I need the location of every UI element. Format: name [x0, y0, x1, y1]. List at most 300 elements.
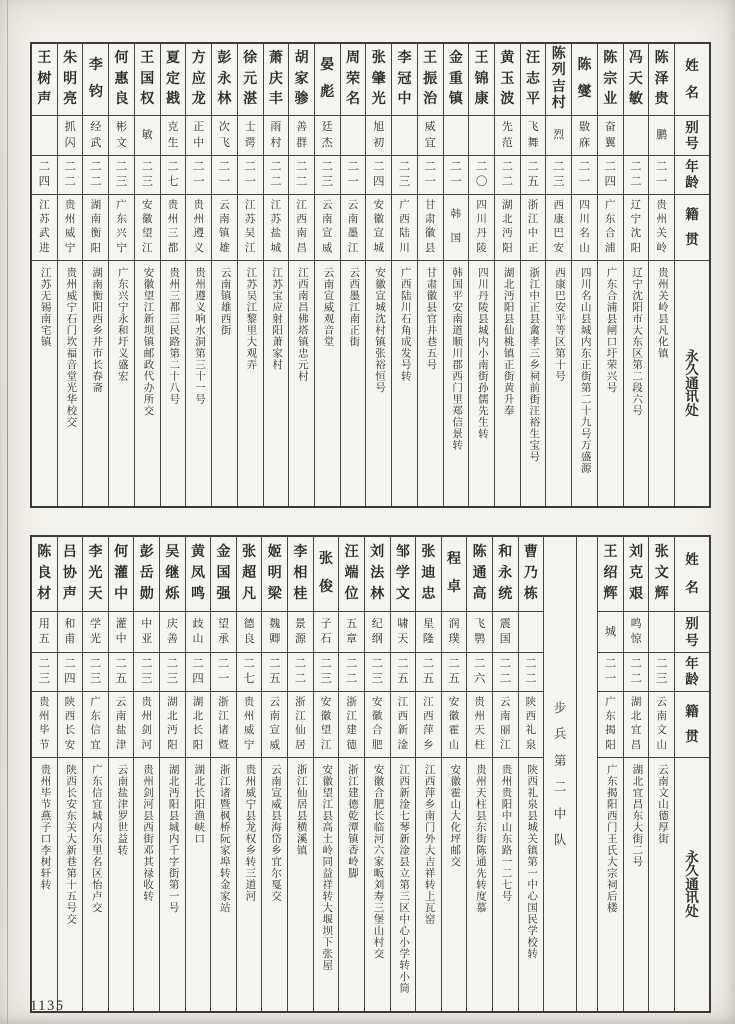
native-place-cell: [546, 195, 571, 261]
alias-cell-text: 景 源: [294, 617, 306, 646]
name-cell: [418, 44, 443, 116]
alias-cell: [418, 116, 443, 156]
native-place-cell: [262, 692, 287, 758]
roster-column: [466, 537, 492, 1011]
address-cell-text: 西康巴安平等区第十号: [554, 267, 566, 382]
address-cell-text: 江苏吴江黎里大观弄: [245, 267, 257, 371]
roster-column: [648, 44, 674, 506]
native-place-cell-text: 贵 州 威 宁: [243, 696, 255, 751]
native-place-cell-text: 江 苏 盐 城: [270, 199, 282, 254]
address-cell: [598, 758, 623, 1011]
roster-table-bottom: [30, 535, 711, 1013]
address-cell: [186, 758, 211, 1011]
name-cell-text: 冯 天 敏: [628, 51, 643, 107]
alias-cell-text: [444, 116, 469, 155]
alias-cell: [161, 116, 186, 156]
header-column: [674, 44, 709, 506]
age-cell-text: 二 二: [90, 160, 102, 188]
age-cell: [264, 156, 289, 195]
native-place-cell: [264, 195, 289, 261]
native-place-cell: [392, 195, 417, 261]
name-cell-text: 陈 燮: [577, 58, 592, 100]
age-cell-text: 二 一: [217, 657, 230, 685]
roster-column: [287, 537, 313, 1011]
native-place-cell-text: 江 西 萍 乡: [423, 696, 434, 751]
native-place-cell-text: 云 南 盐 津: [115, 696, 127, 751]
header-native-place-cell-text: 籍 贯: [685, 704, 699, 745]
roster-column: [391, 44, 417, 506]
address-cell-text: 贵州贵阳中山东路一二七号: [500, 764, 512, 902]
age-cell-text: 二 三: [398, 160, 411, 188]
native-place-cell-text: 江 苏 武 进: [39, 199, 50, 254]
name-cell: [572, 44, 597, 116]
age-cell: [493, 653, 518, 692]
name-cell-text: 王 绍 辉: [603, 545, 618, 602]
address-cell-text: 韩国平安南道顺川郡西门里郑信景转: [451, 267, 463, 451]
alias-cell-text: 纪 纲: [371, 617, 383, 646]
address-cell-text: 云南宣威县海岱乡宜尔戛交: [270, 764, 282, 902]
native-place-cell-text: 广 东 揭 阳: [605, 696, 616, 751]
address-cell: [288, 758, 313, 1011]
age-cell-text: 二 三: [553, 160, 565, 188]
age-cell: [546, 156, 571, 195]
age-cell-text: 二 三: [38, 657, 51, 685]
age-cell-text: 二 一: [450, 160, 462, 188]
roster-column: [518, 537, 544, 1011]
name-cell-text: 王 国 权: [140, 51, 155, 107]
native-place-cell-text: 云 南 宣 威: [322, 199, 333, 254]
header-alias-cell: [675, 116, 709, 156]
native-place-cell: [493, 692, 518, 758]
age-cell: [341, 156, 366, 195]
native-place-cell-text: 江 苏 吴 江: [244, 199, 256, 254]
age-cell-text: 二 二: [630, 160, 642, 188]
alias-cell: [598, 116, 623, 156]
roster-column: [571, 44, 597, 506]
address-cell-text: 湖北沔阳县仙桃镇正街黄升奉: [502, 267, 514, 417]
header-alias-cell-text: 别 号: [685, 616, 699, 648]
name-cell-text: 陈 通 高: [472, 545, 487, 602]
name-cell-text: 汪 志 平: [526, 51, 541, 107]
alias-cell-text: 中 亚: [141, 617, 153, 646]
alias-cell-text: 彬 文: [116, 121, 128, 149]
alias-cell: [649, 116, 674, 156]
name-cell: [32, 537, 57, 612]
name-cell-text: 陈 宗 业: [603, 51, 618, 107]
alias-cell-text: 克 生: [167, 121, 179, 149]
native-place-cell: [572, 195, 597, 261]
native-place-cell: [32, 692, 57, 758]
address-cell-text: 辽宁沈阳市大东区第二段六号: [631, 267, 643, 417]
address-cell-text: 江苏无锡南宅镇: [39, 267, 51, 348]
age-cell: [495, 156, 520, 195]
age-cell-text: 二 五: [422, 657, 435, 685]
address-cell-text: 湖北宜昌东大街二号: [631, 764, 643, 868]
address-cell-text: 安徽望江县高土岭同益祥转大堰坝下张屋: [321, 764, 333, 971]
page-number: 1135: [30, 998, 65, 1014]
alias-cell-text: 威 宜: [424, 121, 436, 149]
age-cell: [339, 653, 364, 692]
native-place-cell: [58, 195, 83, 261]
alias-cell: [624, 116, 649, 156]
age-cell-text: 二 三: [140, 657, 153, 685]
native-place-cell-text: 广 东 合 浦: [604, 199, 616, 254]
native-place-cell: [469, 195, 494, 261]
alias-cell: [109, 612, 134, 653]
address-cell: [521, 261, 546, 506]
address-cell-text: 贵州威宁石门坎福音堂光华校交: [65, 267, 77, 428]
age-cell: [289, 156, 314, 195]
age-cell: [238, 156, 263, 195]
name-cell: [467, 537, 492, 612]
age-cell: [391, 653, 416, 692]
alias-cell: [135, 116, 160, 156]
roster-column: [492, 537, 518, 1011]
native-place-cell-text: 安 徽 望 江: [142, 199, 153, 254]
name-cell: [339, 537, 364, 612]
roster-column: [441, 537, 467, 1011]
name-cell: [649, 537, 674, 612]
address-cell: [211, 758, 236, 1011]
native-place-cell-text: 贵 州 遵 义: [193, 199, 204, 254]
alias-cell: [212, 116, 237, 156]
age-cell: [392, 156, 417, 195]
native-place-cell: [624, 195, 649, 261]
name-cell-text: 陈 列 吉 村: [551, 47, 566, 111]
header-address-cell-text: 永 久 通 讯 处: [685, 348, 699, 418]
name-cell: [109, 44, 134, 116]
age-cell: [649, 156, 674, 195]
address-cell-text: 广东兴宁永和圩义盛宏: [116, 267, 128, 382]
alias-cell-text: 先 范: [501, 121, 513, 149]
alias-cell-text: [341, 116, 366, 155]
alias-cell: [186, 116, 211, 156]
address-cell: [519, 758, 544, 1011]
age-cell: [237, 653, 262, 692]
native-place-cell-text: 云 南 丽 江: [500, 696, 511, 751]
alias-cell: [341, 116, 366, 156]
native-place-cell-text: 云 南 文 山: [656, 696, 667, 751]
name-cell: [624, 537, 649, 612]
alias-cell-text: 望 承: [218, 617, 230, 646]
header-name-cell-text: 姓 名: [685, 58, 699, 101]
roster-column: [364, 537, 390, 1011]
alias-cell: [83, 612, 108, 653]
address-cell-text: 陕西礼泉县城关镇第一中心国民学校转: [526, 764, 538, 960]
native-place-cell-text: 陕 西 礼 泉: [525, 696, 537, 751]
alias-cell-text: 善 群: [296, 121, 308, 149]
name-cell: [341, 44, 366, 116]
alias-cell-text: 和 甫: [64, 617, 76, 646]
roster-column: [82, 44, 108, 506]
native-place-cell-text: 安 徽 霍 山: [448, 696, 460, 751]
address-cell-text: 云南镇雄西街: [219, 267, 231, 336]
address-cell: [109, 261, 134, 506]
roster-tables-container: [30, 42, 711, 1013]
native-place-cell: [521, 195, 546, 261]
name-cell-text: 曹 乃 栋: [523, 545, 538, 602]
native-place-cell-text: 陕 西 长 安: [64, 696, 76, 751]
address-cell: [546, 261, 571, 506]
header-address-cell: [675, 261, 709, 506]
age-cell-text: 二 五: [269, 657, 281, 685]
native-place-cell: [341, 195, 366, 261]
name-cell: [315, 44, 340, 116]
age-cell: [161, 156, 186, 195]
name-cell: [624, 44, 649, 116]
address-cell: [237, 758, 262, 1011]
age-cell-text: 二 四: [192, 657, 204, 685]
name-cell: [366, 44, 391, 116]
address-cell-text: 湖北长阳渔峡口: [193, 764, 205, 845]
alias-cell-text: 士 谔: [244, 121, 256, 149]
name-cell: [521, 44, 546, 116]
header-name-cell-text: 姓 名: [685, 552, 699, 596]
native-place-cell: [442, 692, 467, 758]
age-cell: [442, 653, 467, 692]
address-cell: [341, 261, 366, 506]
address-cell-text: 贵州遵义响水洞第三十一号: [193, 267, 205, 405]
age-cell-text: 二 二: [630, 657, 642, 685]
address-cell-text: 浙江建德乾潭镇香岭脚: [346, 764, 358, 879]
age-cell: [418, 156, 443, 195]
age-cell: [186, 156, 211, 195]
native-place-cell: [288, 692, 313, 758]
address-cell-text: 安徽霍山大化坪邮交: [449, 764, 461, 868]
native-place-cell: [109, 195, 134, 261]
native-place-cell: [109, 692, 134, 758]
name-cell-text: 何 惠 良: [114, 51, 129, 107]
address-cell: [32, 758, 57, 1011]
age-cell: [624, 653, 649, 692]
unit-divider-empty-column: [576, 537, 597, 1011]
address-cell-text: 云南宣威观音堂: [322, 267, 334, 348]
native-place-cell: [160, 692, 185, 758]
name-cell-text: 王 树 声: [37, 51, 52, 107]
name-cell-text: 李 光 天: [88, 545, 103, 602]
age-cell: [572, 156, 597, 195]
address-cell-text: 江西萍乡南门外大吉祥转上瓦窑: [423, 764, 435, 925]
roster-column: [648, 537, 674, 1011]
header-alias-cell-text: 别 号: [685, 119, 699, 151]
alias-cell: [134, 612, 159, 653]
address-cell-text: 四川名山县城内东正街第二十九号万盛源: [579, 267, 591, 474]
roster-column: [236, 537, 262, 1011]
age-cell: [365, 653, 390, 692]
native-place-cell-text: 贵 州 剑 河: [141, 696, 152, 751]
alias-cell-text: 雨 村: [270, 121, 282, 149]
name-cell: [392, 44, 417, 116]
name-cell: [469, 44, 494, 116]
address-cell: [58, 261, 83, 506]
age-cell: [32, 156, 57, 195]
native-place-cell-text: 浙 江 中 正: [527, 199, 539, 254]
roster-column: [263, 44, 289, 506]
age-cell-text: 二 二: [499, 657, 511, 685]
alias-cell-text: 润 璞: [448, 617, 460, 646]
name-cell: [212, 44, 237, 116]
alias-cell: [392, 116, 417, 156]
alias-cell: [442, 612, 467, 653]
age-cell: [160, 653, 185, 692]
alias-cell: [32, 612, 57, 653]
address-cell-text: 四川丹陵县城内小南街孙儒先生转: [476, 267, 488, 440]
alias-cell: [546, 116, 571, 156]
native-place-cell: [495, 195, 520, 261]
roster-column: [185, 44, 211, 506]
roster-column: [494, 44, 520, 506]
native-place-cell: [365, 692, 390, 758]
native-place-cell-text: 湖 北 长 阳: [192, 696, 204, 751]
address-cell-text: 安徽宣城沈村镇张裕恒号: [373, 267, 385, 394]
address-cell: [262, 758, 287, 1011]
address-cell: [212, 261, 237, 506]
native-place-cell-text: 贵 州 天 柱: [474, 696, 485, 751]
name-cell: [161, 44, 186, 116]
roster-column: [597, 537, 623, 1011]
native-place-cell: [32, 195, 57, 261]
name-cell-text: 方 应 龙: [191, 51, 206, 107]
address-cell: [442, 758, 467, 1011]
alias-cell: [339, 612, 364, 653]
native-place-cell-text: 广 东 信 宜: [90, 696, 101, 751]
alias-cell-text: 鸣 惊: [630, 617, 642, 646]
name-cell-text: 李 相 桂: [293, 545, 308, 602]
age-cell-text: 二 一: [192, 160, 205, 188]
alias-cell-text: 魏 卿: [269, 617, 281, 646]
name-cell: [416, 537, 441, 612]
roster-column: [57, 44, 83, 506]
name-cell: [238, 44, 263, 116]
address-cell: [365, 758, 390, 1011]
address-cell: [572, 261, 597, 506]
alias-cell: [315, 116, 340, 156]
address-cell-text: 甘肃徽县官井巷五号: [425, 267, 437, 371]
alias-cell: [572, 116, 597, 156]
roster-column: [390, 537, 416, 1011]
name-cell: [493, 537, 518, 612]
name-cell-text: 王 振 治: [423, 51, 438, 107]
header-age-cell-text: 年 龄: [685, 656, 699, 688]
alias-cell-text: 次 飞: [218, 121, 230, 149]
alias-cell: [444, 116, 469, 156]
alias-cell-text: 抓 闪: [64, 121, 76, 149]
address-cell-text: 浙江诸暨枫桥阮家埠转金家站: [218, 764, 230, 914]
age-cell: [262, 653, 287, 692]
name-cell: [264, 44, 289, 116]
age-cell: [598, 653, 623, 692]
header-name-cell: [675, 44, 709, 116]
alias-cell-text: [519, 612, 544, 652]
name-cell-text: 吴 继 烁: [165, 545, 180, 602]
name-cell: [314, 537, 339, 612]
name-cell-text: 刘 法 林: [370, 545, 385, 602]
name-cell-text: 金 国 强: [216, 545, 231, 602]
name-cell: [495, 44, 520, 116]
native-place-cell: [649, 195, 674, 261]
native-place-cell: [134, 692, 159, 758]
address-cell-text: 广东信宜城内东里名区怡卢交: [90, 764, 102, 914]
name-cell-text: 黄 玉 波: [500, 51, 515, 107]
age-cell-text: 二 二: [270, 160, 282, 188]
name-cell: [186, 537, 211, 612]
age-cell-text: 二 三: [89, 657, 102, 685]
age-cell: [519, 653, 544, 692]
alias-cell: [211, 612, 236, 653]
name-cell: [160, 537, 185, 612]
roster-column: [133, 537, 159, 1011]
age-cell: [58, 653, 83, 692]
age-cell-text: 二 三: [115, 160, 128, 188]
name-cell-text: 周 荣 名: [346, 51, 361, 107]
native-place-cell-text: 广 东 兴 宁: [116, 199, 127, 254]
name-cell: [444, 44, 469, 116]
alias-cell-text: 飞 鹗: [474, 617, 486, 646]
age-cell-text: 二 六: [473, 657, 486, 685]
native-place-cell-text: 云 南 宣 威: [269, 696, 281, 751]
alias-cell-text: 歧 山: [192, 617, 204, 646]
alias-cell: [314, 612, 339, 653]
alias-cell-text: 德 良: [243, 617, 255, 646]
alias-cell-text: 城: [604, 625, 616, 638]
native-place-cell: [211, 692, 236, 758]
age-cell: [135, 156, 160, 195]
alias-cell: [495, 116, 520, 156]
alias-cell: [83, 116, 108, 156]
native-place-cell: [366, 195, 391, 261]
address-cell: [467, 758, 492, 1011]
roster-column: [338, 537, 364, 1011]
address-cell: [598, 261, 623, 506]
address-cell-text: 江西新淦七琴新淦县立第三区中心小学转小筒: [398, 764, 410, 994]
native-place-cell: [339, 692, 364, 758]
roster-column: [32, 537, 57, 1011]
age-cell-text: 二 三: [141, 160, 154, 188]
age-cell: [186, 653, 211, 692]
age-cell: [83, 653, 108, 692]
native-place-cell: [467, 692, 492, 758]
roster-column: [160, 44, 186, 506]
name-cell: [598, 44, 623, 116]
alias-cell-text: 敏: [141, 129, 153, 141]
name-cell-text: 吕 协 声: [62, 545, 77, 602]
address-cell: [264, 261, 289, 506]
address-cell-text: 湖南衡阳西乡井市长春斋: [91, 267, 103, 394]
native-place-cell: [444, 195, 469, 261]
alias-cell-text: 五 章: [346, 617, 358, 646]
alias-cell: [649, 612, 674, 653]
roster-column: [185, 537, 211, 1011]
name-cell-text: 张 俊: [318, 552, 333, 595]
header-age-cell-text: 年 龄: [685, 159, 699, 191]
header-native-place-cell-text: 籍 贯: [685, 207, 699, 248]
age-cell-text: 二 四: [38, 160, 51, 188]
age-cell-text: 二 二: [345, 657, 358, 685]
age-cell-text: 二 三: [321, 160, 334, 188]
name-cell-text: 张 迪 忠: [421, 545, 436, 602]
alias-cell-text: 经 武: [90, 121, 102, 149]
native-place-cell-text: 安 徽 宣 城: [373, 199, 384, 254]
name-cell: [134, 537, 159, 612]
native-place-cell-text: 安 徽 望 江: [320, 696, 332, 751]
name-cell-text: 夏 定 戡: [165, 51, 180, 107]
roster-column: [623, 537, 649, 1011]
address-cell-text: 浙江仙居县横溪镇: [295, 764, 307, 856]
address-cell: [160, 758, 185, 1011]
age-cell-text: 二 一: [604, 657, 617, 685]
native-place-cell: [135, 195, 160, 261]
native-place-cell: [416, 692, 441, 758]
